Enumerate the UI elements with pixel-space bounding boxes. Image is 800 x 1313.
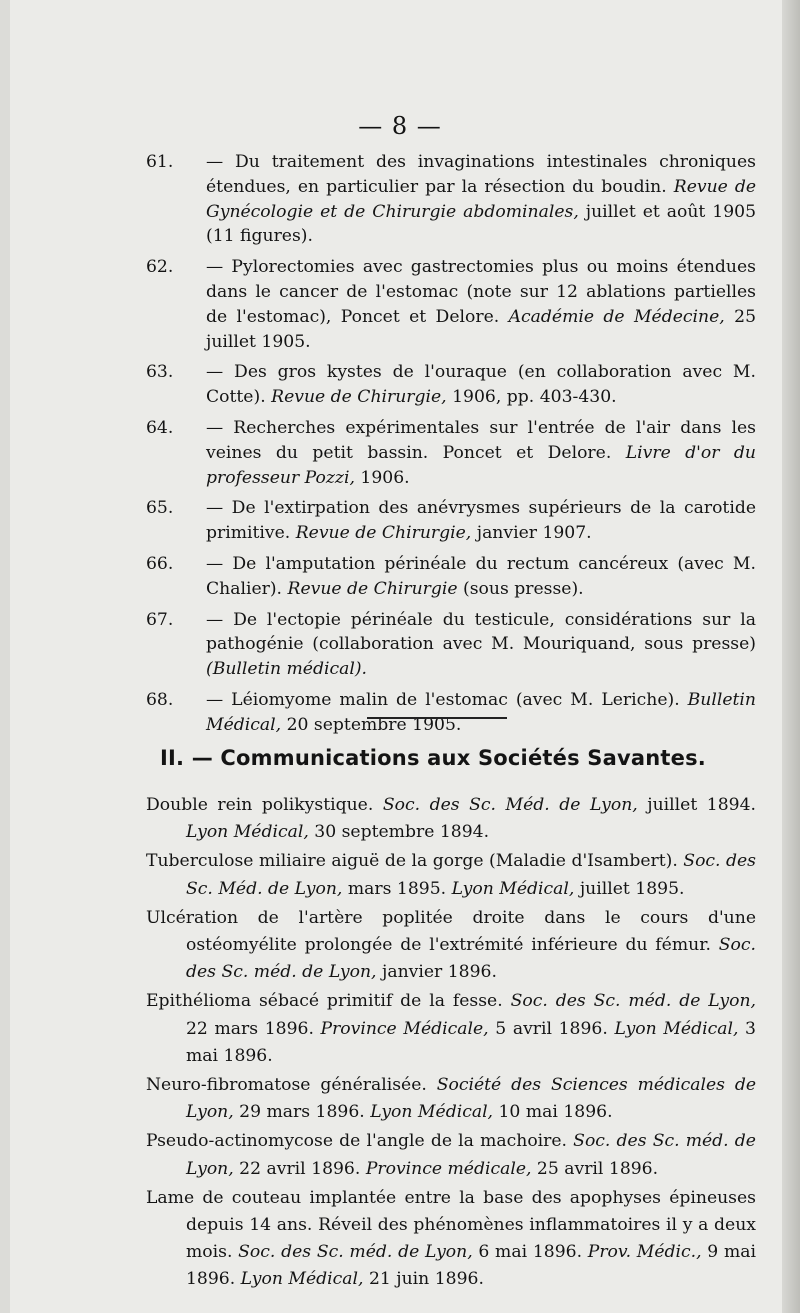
publication-list <box>146 150 756 744</box>
entry-number: 62. <box>146 257 174 278</box>
communication-entry <box>146 905 756 987</box>
entry-number: 63. <box>146 362 174 383</box>
communication-text: Neuro-fibromatose généralisée. <box>146 1075 437 1096</box>
communication-text: Ulcération de l'artère poplitée droite dans le cours d'une ostéomyélite prolongée de l'extrémité inférieure du fémur. <box>146 907 756 956</box>
communication-text: Epithélioma sébacé primitif de la fesse. <box>146 991 511 1012</box>
publication-entry <box>146 416 756 490</box>
communication-source: Soc. des Sc. Méd. de Lyon, <box>382 795 638 815</box>
communication-source: Lyon Médical, <box>186 822 309 843</box>
section-heading: II. — Communications aux Sociétés Savantes. <box>160 746 706 770</box>
entry-date: 1906. <box>360 467 410 488</box>
entry-date: (sous presse). <box>463 578 584 599</box>
entry-title: — De l'extirpation des anévrysmes supérieurs de la carotide primitive. <box>206 498 756 544</box>
communication-text: 9 mai 1896. <box>186 1242 757 1290</box>
entry-source: Académie de Médecine, <box>508 306 725 327</box>
entry-title: — Léiomyome malin de l'estomac (avec M. Leriche). <box>206 689 680 710</box>
entry-source: Revue de Chirurgie, <box>271 387 447 408</box>
publication-entry <box>146 360 756 410</box>
communication-entry <box>146 848 756 902</box>
entry-title: — Des gros kystes de l'ouraque (en collaboration avec M. Cotte). <box>206 362 756 408</box>
communication-text: mars 1895. <box>342 878 452 899</box>
communication-text: 21 juin 1896. <box>363 1269 484 1290</box>
communication-source: Province médicale, <box>365 1158 532 1179</box>
communication-text: 22 avril 1896. <box>233 1158 366 1179</box>
communication-text: 10 mai 1896. <box>493 1102 613 1123</box>
communication-source: Lyon Médical, <box>451 878 575 899</box>
communication-source: Prov. Médic., <box>587 1242 702 1263</box>
communication-source: Soc. des Sc. méd. de Lyon, <box>238 1242 473 1263</box>
entry-title: — Recherches expérimentales sur l'entrée de l'air dans les veines du petit bassin. Poncet et Delore. <box>206 417 756 463</box>
communication-text: 6 mai 1896. <box>472 1242 588 1263</box>
entry-source: (Bulletin médical). <box>206 659 368 680</box>
communication-text: juillet 1894. <box>637 795 756 815</box>
communication-entry <box>146 1072 756 1126</box>
communication-source: Province Médicale, <box>320 1018 489 1039</box>
publication-entry <box>146 150 756 249</box>
communication-source: Lyon Médical, <box>370 1102 494 1123</box>
entry-number: 61. <box>146 152 174 172</box>
communication-text: Tuberculose miliaire aiguë de la gorge (Maladie d'Isambert). <box>146 851 684 872</box>
page-edge-right <box>782 0 800 1313</box>
communication-text: 25 avril 1896. <box>531 1158 659 1179</box>
communication-entry <box>146 1128 756 1182</box>
communication-source: Société des Sciences médicales de Lyon, <box>186 1075 756 1123</box>
entry-number: 66. <box>146 553 174 574</box>
communication-source: Soc. des Sc. méd. de Lyon, <box>186 935 756 983</box>
communication-entry <box>146 1185 756 1294</box>
communication-text: 5 avril 1896. <box>488 1018 615 1039</box>
entry-source: Livre d'or du professeur Pozzi, <box>206 442 756 488</box>
communication-text: 22 mars 1896. <box>186 1018 321 1039</box>
communication-entry <box>146 792 756 846</box>
publication-entry <box>146 496 756 546</box>
entry-source: Bulletin Médical, <box>206 689 756 735</box>
communication-source: Soc. des Sc. Méd. de Lyon, <box>186 851 756 899</box>
communication-text: 3 mai 1896. <box>186 1018 756 1066</box>
entry-date: 20 septembre 1905. <box>286 714 462 735</box>
page-edge-left <box>0 0 10 1313</box>
communication-text: Lame de couteau implantée entre la base des apophyses épineuses depuis 14 ans. Réveil des phénomènes inflammatoires il y a deux mois. <box>146 1187 756 1263</box>
entry-number: 64. <box>146 417 174 438</box>
publication-entry <box>146 552 756 602</box>
entry-title: — Du traitement des invaginations intestinales chroniques étendues, en particulier par la résection du boudin. <box>206 152 756 197</box>
publication-entry <box>146 255 756 354</box>
communications-list <box>146 792 756 1296</box>
entry-date: 25 juillet 1905. <box>206 306 757 352</box>
communication-text: 30 septembre 1894. <box>308 822 490 843</box>
entry-number: 68. <box>146 689 174 710</box>
communication-source: Lyon Médical, <box>240 1269 364 1290</box>
communication-source: Soc. des Sc. méd. de Lyon, <box>510 991 756 1012</box>
entry-title: — De l'ectopie périnéale du testicule, considérations sur la pathogénie (collaboration avec M. Mouriquand, sous presse) <box>206 609 756 655</box>
publication-entry <box>146 608 756 682</box>
entry-date: juillet et août 1905 (11 figures). <box>206 201 757 247</box>
communication-source: Soc. des Sc. méd. de Lyon, <box>186 1131 756 1179</box>
entry-date: janvier 1907. <box>476 523 592 544</box>
communication-text: Double rein polikystique. <box>146 795 383 815</box>
communication-entry <box>146 988 756 1070</box>
communication-text: juillet 1895. <box>574 878 685 899</box>
entry-date: 1906, pp. 403-430. <box>452 387 617 408</box>
entry-number: 67. <box>146 609 174 630</box>
publication-entry <box>146 688 756 738</box>
entry-title: — De l'amputation périnéale du rectum cancéreux (avec M. Chalier). <box>206 553 756 599</box>
section-divider <box>367 717 507 719</box>
communication-text: 29 mars 1896. <box>233 1102 371 1123</box>
entry-title: — Pylorectomies avec gastrectomies plus ou moins étendues dans le cancer de l'estomac (note sur 12 ablations partielles de l'estomac), Poncet et Delore. <box>206 257 756 327</box>
page-number: — 8 — <box>358 112 442 140</box>
entry-source: Revue de Chirurgie <box>287 578 458 599</box>
entry-source: Revue de Gynécologie et de Chirurgie abdominales, <box>206 176 757 222</box>
entry-source: Revue de Chirurgie, <box>295 523 472 544</box>
entry-number: 65. <box>146 498 174 519</box>
communication-source: Lyon Médical, <box>614 1018 739 1039</box>
communication-text: janvier 1896. <box>376 962 497 983</box>
communication-text: Pseudo-actinomycose de l'angle de la machoire. <box>146 1131 574 1152</box>
